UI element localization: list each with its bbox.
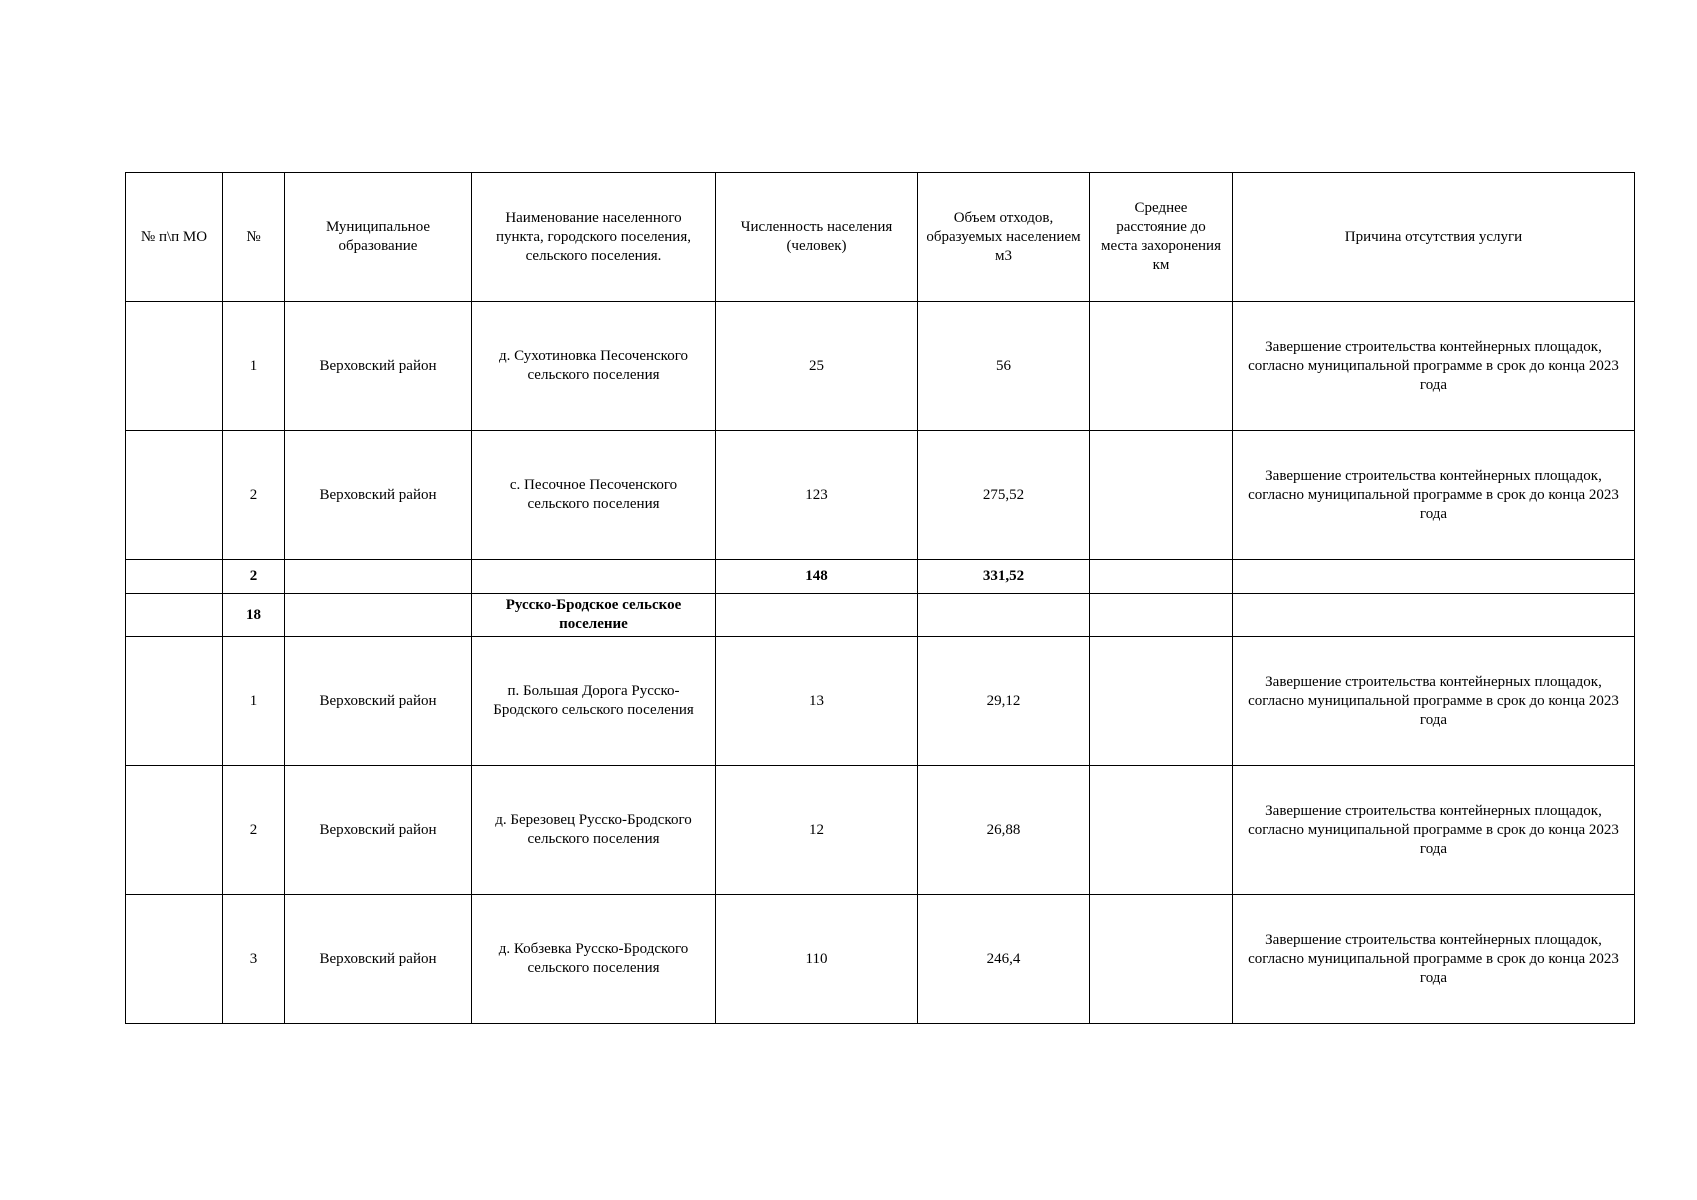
cell-population: 148	[716, 560, 918, 594]
header-population: Численность населения (человек)	[716, 173, 918, 302]
cell-distance	[1090, 431, 1233, 560]
table-row	[126, 766, 1635, 895]
cell-settlement: д. Сухотиновка Песоченского сельского поселения	[472, 302, 716, 431]
cell-number: 2	[223, 560, 285, 594]
cell-population	[716, 594, 918, 637]
cell-settlement: д. Березовец Русско-Бродского сельского поселения	[472, 766, 716, 895]
cell-mo	[126, 895, 223, 1024]
cell-municipality: Верховский район	[285, 895, 472, 1024]
header-municipality: Муниципальное образование	[285, 173, 472, 302]
cell-municipality: Верховский район	[285, 766, 472, 895]
header-volume: Объем отходов, образуемых населением м3	[918, 173, 1090, 302]
cell-reason: Завершение строительства контейнерных площадок, согласно муниципальной программе в срок до конца 2023 года	[1233, 766, 1635, 895]
cell-reason	[1233, 560, 1635, 594]
waste-service-table	[125, 172, 1635, 1024]
total-row	[126, 560, 1635, 594]
cell-volume: 56	[918, 302, 1090, 431]
cell-municipality	[285, 560, 472, 594]
cell-mo	[126, 302, 223, 431]
cell-volume: 246,4	[918, 895, 1090, 1024]
table-row	[126, 637, 1635, 766]
cell-number: 3	[223, 895, 285, 1024]
cell-reason	[1233, 594, 1635, 637]
cell-number: 1	[223, 637, 285, 766]
cell-settlement: п. Большая Дорога Русско-Бродского сельского поселения	[472, 637, 716, 766]
cell-volume: 331,52	[918, 560, 1090, 594]
cell-settlement: д. Кобзевка Русско-Бродского сельского поселения	[472, 895, 716, 1024]
cell-mo	[126, 766, 223, 895]
cell-settlement: Русско-Бродское сельское поселение	[472, 594, 716, 637]
cell-municipality: Верховский район	[285, 302, 472, 431]
cell-distance	[1090, 560, 1233, 594]
table-row	[126, 302, 1635, 431]
header-mo-number: № п\п МО	[126, 173, 223, 302]
cell-municipality: Верховский район	[285, 431, 472, 560]
cell-population: 25	[716, 302, 918, 431]
cell-distance	[1090, 895, 1233, 1024]
cell-settlement: с. Песочное Песоченского сельского поселения	[472, 431, 716, 560]
cell-volume: 275,52	[918, 431, 1090, 560]
section-row	[126, 594, 1635, 637]
cell-mo	[126, 560, 223, 594]
cell-distance	[1090, 302, 1233, 431]
cell-distance	[1090, 637, 1233, 766]
header-reason: Причина отсутствия услуги	[1233, 173, 1635, 302]
cell-reason: Завершение строительства контейнерных площадок, согласно муниципальной программе в срок до конца 2023 года	[1233, 637, 1635, 766]
cell-volume: 26,88	[918, 766, 1090, 895]
cell-municipality: Верховский район	[285, 637, 472, 766]
cell-number: 18	[223, 594, 285, 637]
cell-mo	[126, 594, 223, 637]
cell-reason: Завершение строительства контейнерных площадок, согласно муниципальной программе в срок до конца 2023 года	[1233, 895, 1635, 1024]
cell-volume	[918, 594, 1090, 637]
cell-population: 13	[716, 637, 918, 766]
table-row	[126, 431, 1635, 560]
cell-reason: Завершение строительства контейнерных площадок, согласно муниципальной программе в срок до конца 2023 года	[1233, 431, 1635, 560]
header-settlement: Наименование населенного пункта, городского поселения, сельского поселения.	[472, 173, 716, 302]
cell-reason: Завершение строительства контейнерных площадок, согласно муниципальной программе в срок до конца 2023 года	[1233, 302, 1635, 431]
header-distance: Среднее расстояние до места захоронения км	[1090, 173, 1233, 302]
cell-settlement	[472, 560, 716, 594]
cell-number: 2	[223, 431, 285, 560]
table-header-row	[126, 173, 1635, 302]
cell-population: 110	[716, 895, 918, 1024]
cell-distance	[1090, 766, 1233, 895]
header-number: №	[223, 173, 285, 302]
cell-population: 12	[716, 766, 918, 895]
cell-number: 1	[223, 302, 285, 431]
cell-volume: 29,12	[918, 637, 1090, 766]
cell-mo	[126, 637, 223, 766]
table-row	[126, 895, 1635, 1024]
cell-mo	[126, 431, 223, 560]
cell-distance	[1090, 594, 1233, 637]
cell-population: 123	[716, 431, 918, 560]
cell-number: 2	[223, 766, 285, 895]
cell-municipality	[285, 594, 472, 637]
